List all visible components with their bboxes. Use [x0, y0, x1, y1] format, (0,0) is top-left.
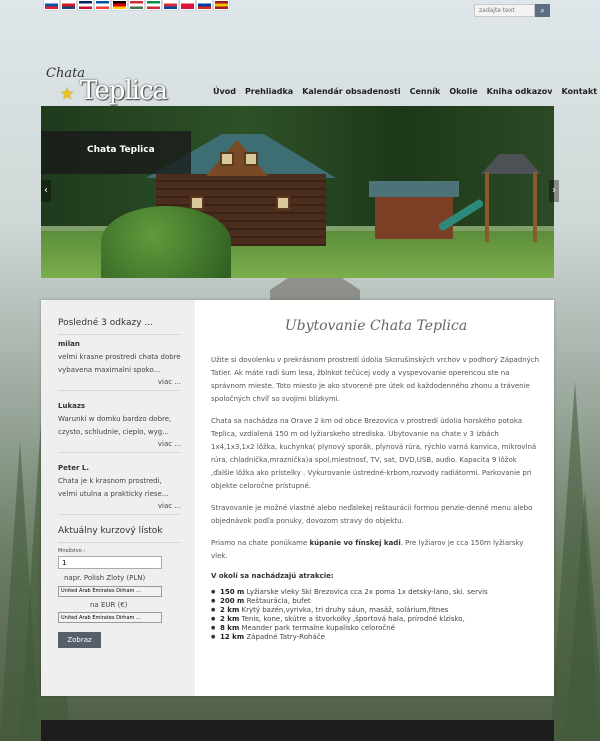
- list-item: [211, 633, 541, 642]
- amount-input[interactable]: [58, 556, 162, 569]
- playground-image: [471, 154, 551, 244]
- list-item: [211, 597, 541, 606]
- attraction-text: Tenis, kone, skútre a štvorkolky ,športová hala, prírodné klzisko,: [241, 615, 465, 623]
- page-title: Ubytovanie Chata Teplica: [284, 318, 468, 334]
- attraction-distance: 2 km: [220, 615, 240, 623]
- nav-cennik[interactable]: Cenník: [409, 87, 441, 96]
- food-paragraph: Stravovanie je možné vlastné alebo neďalekej reštaurácii formou penzie-denné menu alebo objednávok podľa ponuky, dovozom stravy do objektu.: [211, 504, 533, 525]
- show-rate-button[interactable]: Zobraz: [58, 632, 101, 648]
- comment-more-link[interactable]: viac ...: [58, 440, 181, 453]
- attraction-distance: 200 m: [220, 597, 245, 605]
- comment-item: [58, 402, 181, 453]
- nav-prehliadka[interactable]: Prehliadka: [244, 87, 294, 96]
- list-item: [211, 606, 541, 615]
- currency-title: Aktuálny kurzový lístok: [58, 526, 181, 543]
- list-item: [211, 615, 541, 624]
- comment-text: velmi krasne prostredi chata dobre vybavena maximalni spoko...: [58, 353, 181, 374]
- logo-text-top: Chata: [46, 66, 86, 81]
- ru-flag[interactable]: [197, 0, 212, 10]
- cz-flag[interactable]: [61, 0, 76, 10]
- attractions-title: V okolí sa nachádzajú atrakcie:: [211, 572, 334, 580]
- nav-okolie[interactable]: Okolie: [449, 87, 478, 96]
- language-flags: [44, 0, 229, 10]
- kr-flag[interactable]: [163, 0, 178, 10]
- slider-caption: Chata Teplica: [41, 131, 191, 174]
- logo-text-main: Teplica: [80, 76, 168, 106]
- attraction-text: Krytý bazén,vyrivka, tri druhy sáun, masáž, solárium,fitnes: [241, 606, 449, 614]
- currency-widget: [58, 526, 181, 648]
- attraction-distance: 12 km: [220, 633, 245, 641]
- attraction-distance: 8 km: [220, 624, 240, 632]
- search-icon: ⌕: [540, 6, 545, 15]
- nav-kontakt[interactable]: Kontakt: [561, 87, 598, 96]
- attraction-text: Lyžiarske vleky Ski Brezovica cca 2x poma 1x detsky-lano, ski. servis: [246, 588, 488, 596]
- comment-more-link[interactable]: viac ...: [58, 502, 181, 515]
- comment-author: Lukazs: [58, 402, 86, 410]
- attraction-distance: 2 km: [220, 606, 240, 614]
- attraction-text: Meander park termalne kupalisko celoročné: [241, 624, 395, 632]
- slider-next-icon[interactable]: ›: [549, 180, 559, 202]
- comment-item: [58, 340, 181, 391]
- comment-author: Peter L.: [58, 464, 89, 472]
- comment-text: Chata je k krasnom prostredi, velmi utulna a prakticky riese...: [58, 477, 169, 498]
- attractions-list: [211, 588, 541, 642]
- comment-item: [58, 464, 181, 515]
- to-currency-hint: na EUR (€): [90, 600, 128, 609]
- hu-flag[interactable]: [129, 0, 144, 10]
- location-paragraph: Chata sa nachádza na Orave 2 km od obce Brezovica v prostredí údolia horského potoka Teplica, vzdialená 150 m od lyžiarskeho strediska. Ubytovanie na chate v 3 izbách 1x4,1x3,1x2 lôžka, kuchynka( plynový sporák, plynová rúra, rýchlo varná kanvica, mikrovlná rúra, chladnička,mraznička)a spol,miestnosť, TV, sat, DVD,USB, audio. Kapacita 9 lôžok ,ďalšie lôžka ako prístelky . Vykurovanie ústredné-krbom,rozvody radiátormi. Parkovanie pri objekte celoročne prístupné.: [211, 417, 537, 490]
- attraction-text: Západné Tatry-Roháče: [246, 633, 325, 641]
- gb-flag[interactable]: [78, 0, 93, 10]
- es-flag[interactable]: [214, 0, 229, 10]
- sauna-text-bold: kúpanie vo fínskej kadi: [309, 539, 401, 547]
- sauna-text-pre: Priamo na chate ponúkame: [211, 539, 308, 547]
- search-box: [474, 4, 550, 17]
- sk-flag[interactable]: [44, 0, 59, 10]
- attraction-text: Reštaurácia, bufet: [246, 597, 311, 605]
- main-content: [211, 300, 541, 642]
- shed-image: [369, 181, 459, 241]
- comment-text: Warunki w domku bardzo dobre, czysto, schludnie, cieplo, wyg...: [58, 415, 172, 436]
- comment-more-link[interactable]: viac ...: [58, 378, 181, 391]
- intro-paragraph: Užite si dovolenku v prekrásnom prostredí údolia Skorušinských vrchov v podhorý Západných Tatier. Ak máte radi šum lesa, žblnkot tečúcej vody a vyspevovanie operencou ste na správnom mieste. Toto miesto je ako stvorené pre útek od každodenného zhonu a trávenie spoločných chvíľ so svojimi blízkymi.: [211, 356, 540, 403]
- it-flag[interactable]: [146, 0, 161, 10]
- main-panel: [41, 300, 554, 696]
- to-currency-select[interactable]: [58, 612, 162, 623]
- footer-bar: [41, 720, 554, 741]
- list-item: [211, 588, 541, 597]
- comments-title: Posledné 3 odkazy ...: [58, 318, 181, 335]
- site-logo[interactable]: [46, 66, 166, 110]
- from-currency-hint: napr. Polish Zloty (PLN): [64, 574, 146, 582]
- slider-prev-icon[interactable]: ‹: [41, 180, 51, 202]
- sidebar: [41, 300, 195, 696]
- de-flag[interactable]: [112, 0, 127, 10]
- amount-label: Množstvo :: [58, 548, 86, 554]
- nav-kalendar[interactable]: Kalendár obsadenosti: [302, 87, 401, 96]
- search-button[interactable]: [535, 4, 550, 17]
- sauna-text-post: . Pre lyžiarov je cca 150m lyžiarsky vlek.: [211, 539, 524, 560]
- list-item: [211, 624, 541, 633]
- nav-kniha-odkazov[interactable]: Kniha odkazov: [486, 87, 553, 96]
- fr-flag[interactable]: [95, 0, 110, 10]
- pl-flag[interactable]: [180, 0, 195, 10]
- bush-image: [101, 206, 231, 278]
- search-input[interactable]: [474, 4, 535, 17]
- attraction-distance: 150 m: [220, 588, 245, 596]
- main-nav: [213, 87, 597, 96]
- from-currency-select[interactable]: [58, 586, 162, 597]
- nav-uvod[interactable]: Úvod: [213, 87, 236, 96]
- sauna-paragraph: [211, 537, 541, 563]
- comment-author: milan: [58, 340, 80, 348]
- star-icon: ★: [60, 84, 75, 103]
